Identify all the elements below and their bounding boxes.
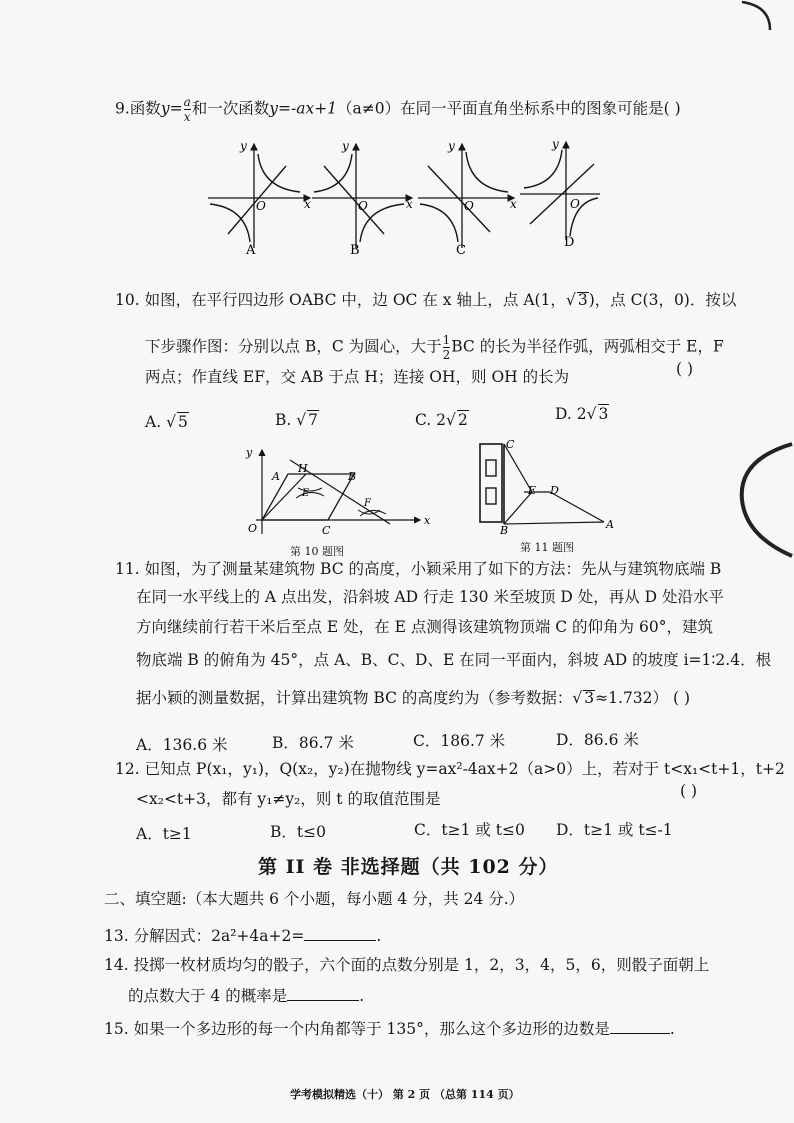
q13-end: . <box>376 927 382 945</box>
q9-text-c: 在同一平面直角坐标系中的图象可能是 <box>400 99 664 118</box>
q9-fraction <box>184 96 191 123</box>
q10-opt-d-coef: 2 <box>576 405 587 423</box>
q10-line1-end: )，点 C(3，0)．按以 <box>588 291 737 309</box>
q11-line5-b: ≈1.732） <box>595 689 669 707</box>
q10-fig-x: x <box>424 514 431 527</box>
q11-line3: 方向继续前行若干米后至点 E 处，在 E 点测得该建筑物顶端 C 的仰角为 60°，建筑 <box>136 618 713 636</box>
q13-number: 13. <box>104 927 129 945</box>
q9-c-axis-x: x <box>510 197 517 211</box>
q10-answer-paren: ( ) <box>676 360 694 378</box>
q10-fig-a: A <box>272 470 280 483</box>
q9-label-a: A <box>246 243 256 258</box>
q10-number: 10. <box>115 291 140 309</box>
q9-graph-d <box>520 137 600 250</box>
q9-b-axis-x: x <box>406 197 413 211</box>
q12-option-a[interactable]: A．t≥1 <box>136 825 192 843</box>
q10-fig-c: C <box>322 524 331 537</box>
q9-text-a: 函数 <box>129 99 161 118</box>
q11-fig-c: C <box>506 438 515 451</box>
q10-line1-text: 如图，在平行四边形 OABC 中，边 OC 在 x 轴上，点 A(1， <box>144 291 566 309</box>
q10-fig-o: O <box>248 522 258 535</box>
q15-text: 如果一个多边形的每一个内角都等于 135°，那么这个多边形的边数是 <box>133 1020 610 1038</box>
q14-line1-text: 投掷一枚材质均匀的骰子，六个面的点数分别是 1，2，3，4，5，6，则骰子面朝上 <box>133 956 710 974</box>
q9-d-origin: O <box>570 197 580 211</box>
q10-line1: 10. 如图，在平行四边形 OABC 中，边 OC 在 x 轴上，点 A(1，√ 3)，点 C(3，0)．按以 <box>115 291 737 309</box>
q11-figure <box>470 436 620 536</box>
q12-line1-text: 已知点 P(x₁，y₁)，Q(x₂，y₂)在抛物线 y=ax²-4ax+2（a>0）上，若对于 t<x₁<t+1，t+2 <box>144 760 785 778</box>
q10-opt-d-rad: 3 <box>598 405 609 423</box>
q9-label-c: C <box>456 243 466 258</box>
q11-line1-text: 如图，为了测量某建筑物 BC 的高度，小颖采用了如下的方法：先从与建筑物底端 B <box>144 560 722 578</box>
q9-func1-lhs: y= <box>160 99 183 118</box>
q10-fig-b: B <box>348 470 357 483</box>
q11-option-c[interactable]: C．186.7 米 <box>413 732 506 750</box>
scan-edge-right <box>720 440 794 560</box>
q15-end: . <box>669 1020 675 1038</box>
q12-answer-paren: ( ) <box>680 782 698 800</box>
q11-line5-a: 据小颖的测量数据，计算出建筑物 BC 的高度约为（参考数据： <box>136 689 573 707</box>
q14-end: . <box>359 987 365 1005</box>
q15 <box>104 1020 675 1038</box>
q10-line2-a: 下步骤作图：分别以点 B，C 为圆心，大于 <box>145 337 442 356</box>
q12-line1 <box>115 762 785 778</box>
q10-opt-c-letter: C. <box>415 411 432 429</box>
q9-text-b: 和一次函数 <box>191 99 270 118</box>
q9-d-axis-y: y <box>552 137 559 151</box>
q10-fig-y: y <box>246 446 253 459</box>
q10-option-d[interactable]: D. 2√ 3 <box>555 405 609 423</box>
q9-b-origin: O <box>358 199 368 213</box>
q11-fig-a: A <box>606 518 614 531</box>
q11-fig-b: B <box>500 524 509 536</box>
q9-graph-b <box>312 139 413 258</box>
q11-option-d[interactable]: D．86.6 米 <box>556 731 639 749</box>
q10-line3 <box>145 370 569 386</box>
q14-line1 <box>104 958 709 974</box>
q15-number: 15. <box>104 1020 129 1038</box>
q10-opt-b-rad: 7 <box>308 411 319 429</box>
q11-figure-caption: 第 11 题图 <box>520 541 574 554</box>
q9-answer-paren: ( ) <box>663 99 681 118</box>
q11-line2: 在同一水平线上的 A 点出发，沿斜坡 AD 行走 130 米至坡顶 D 处，再从 D 处沿水平 <box>136 588 725 606</box>
q10-opt-a-letter: A. <box>145 413 162 431</box>
q14-answer-blank[interactable] <box>287 987 359 1001</box>
q9-graphs <box>200 136 600 258</box>
q9-a-axis-x: x <box>304 197 311 211</box>
q10-line2 <box>145 334 724 361</box>
q11-line5-sqrt: 3 <box>584 689 595 707</box>
q10-opt-c-coef: 2 <box>436 411 447 429</box>
q12-number: 12. <box>115 760 140 778</box>
q12-line2: <x₂<t+3，都有 y₁≠y₂，则 t 的取值范围是 <box>136 790 441 808</box>
q10-figure-caption: 第 10 题图 <box>290 545 344 558</box>
q9-stem <box>115 96 681 123</box>
q10-fig-h: H <box>298 462 308 475</box>
q9-frac-den: x <box>183 110 191 124</box>
q10-option-b[interactable]: B. √ 7 <box>275 411 319 429</box>
q10-fig-f: F <box>364 498 371 509</box>
q11-fig-d: D <box>550 484 559 497</box>
q10-option-c[interactable]: C. 2√ 2 <box>415 411 468 429</box>
q14-line2-text: 的点数大于 4 的概率是 <box>128 987 288 1005</box>
q14-line2 <box>128 987 364 1005</box>
q10-figure <box>240 444 440 540</box>
q10-line1-sqrt: 3 <box>577 291 588 309</box>
q9-number: 9. <box>115 99 130 118</box>
q10-opt-c-rad: 2 <box>457 411 468 429</box>
scan-edge-top-right <box>740 0 780 40</box>
q9-a-axis-y: y <box>240 139 247 153</box>
q10-option-a[interactable]: A. √ 5 <box>145 413 188 431</box>
q11-answer-paren: ( ) <box>672 689 691 707</box>
q9-func2: y=-ax+1 <box>269 99 338 118</box>
q11-line4: 物底端 B 的俯角为 45°，点 A、B、C、D、E 在同一平面内，斜坡 AD 的坡度 i=1∶2.4．根 <box>136 651 772 669</box>
q10-fraction: $\frac{1}{2}$ <box>442 333 451 362</box>
section-2-title: 第 II 卷 非选择题（共 102 分） <box>258 856 559 878</box>
q9-c-axis-y: y <box>448 139 455 153</box>
q10-opt-d-letter: D. <box>555 405 572 423</box>
q11-line5: 据小颖的测量数据，计算出建筑物 BC 的高度约为（参考数据：√ 3≈1.732） ( ) <box>136 689 691 707</box>
q11-option-b[interactable]: B．86.7 米 <box>272 734 354 752</box>
q14-number: 14. <box>104 956 129 974</box>
q10-line3-text: 两点；作直线 EF，交 AB 于点 H；连接 OH，则 OH 的长为 <box>145 368 570 386</box>
q9-b-axis-y: y <box>342 139 349 153</box>
q12-option-c[interactable]: C．t≥1 或 t≤0 <box>414 821 525 839</box>
q13-text: 分解因式：2a²+4a+2= <box>133 927 305 945</box>
q12-option-d[interactable]: D．t≥1 或 t≤-1 <box>556 821 673 839</box>
q15-answer-blank[interactable] <box>610 1020 670 1034</box>
fill-section-header: 二、填空题:（本大题共 6 个小题，每小题 4 分，共 24 分.） <box>104 890 525 908</box>
page-footer: 学考模拟精选（十） 第 2 页 （总第 114 页） <box>290 1088 520 1101</box>
q11-option-a[interactable]: A．136.6 米 <box>136 736 228 754</box>
q11-number: 11. <box>115 560 140 578</box>
q9-graph-c <box>418 139 517 258</box>
q9-label-b: B <box>350 243 360 258</box>
q9-label-d: D <box>564 235 575 250</box>
q9-frac-num: a <box>183 95 191 109</box>
q13-answer-blank[interactable] <box>304 927 376 941</box>
q9-graph-a <box>208 139 311 258</box>
q11-fig-e: E <box>528 484 537 497</box>
q9-c-origin: O <box>464 199 474 213</box>
q10-fig-e: E <box>302 488 310 499</box>
q12-option-b[interactable]: B．t≤0 <box>270 823 326 841</box>
q10-line2-b: BC 的长为半径作弧，两弧相交于 E，F <box>451 337 724 356</box>
q9-a-origin: O <box>256 199 266 213</box>
q11-line1 <box>115 562 721 578</box>
q9-condition: （a≠0） <box>337 99 401 118</box>
q13 <box>104 927 381 945</box>
q10-opt-a-rad: 5 <box>177 413 188 431</box>
q10-opt-b-letter: B. <box>275 411 292 429</box>
